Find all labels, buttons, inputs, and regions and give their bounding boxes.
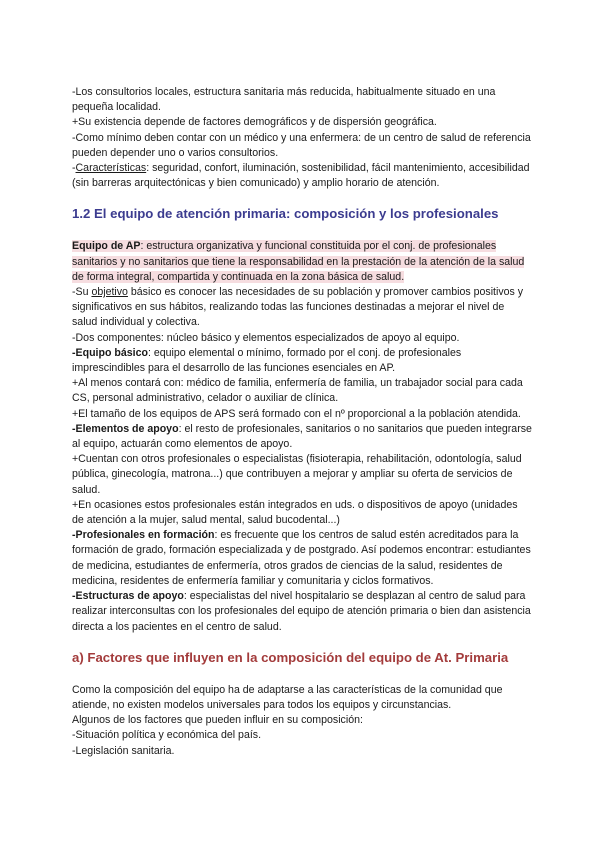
basic-team-bullet-1: +Al menos contará con: médico de familia, enfermería de familia, un trabajador social para cada CS, personal administrativo, celador o auxiliar de clínica. (72, 377, 523, 405)
support-elements-text: : el resto de profesionales, sanitarios o no sanitarios que pueden integrarse al equipo, actuarán como elementos de apoyo. (72, 422, 532, 451)
consultorios-existence-bullet: +Su existencia depende de factores demográficos y de dispersión geográfica. (72, 116, 437, 129)
objective-prefix: -Su (72, 286, 92, 299)
document-page (72, 85, 532, 759)
objective-term: objetivo (91, 286, 128, 299)
factors-intro-paragraph: Como la composición del equipo ha de adaptarse a las características de la comunidad que atiende, no existen modelos universales para todos los equipos y circunstancias. (72, 683, 503, 711)
equipo-ap-term: Equipo de AP (72, 240, 141, 253)
equipo-ap-highlight (72, 240, 524, 282)
section-heading-equipo: 1.2 El equipo de atención primaria: composición y los profesionales (72, 206, 499, 222)
basic-team-paragraph (72, 346, 532, 376)
consultorios-paragraph: -Los consultorios locales, estructura sanitaria más reducida, habitualmente situado en una pequeña localidad. (72, 86, 496, 114)
basic-team-text: : equipo elemental o mínimo, formado por el conj. de profesionales imprescindibles para el desarrollo de las funciones esenciales en AP. (72, 346, 462, 375)
support-structures-paragraph (72, 589, 532, 635)
objective-text: básico es conocer las necesidades de su población y promover cambios positivos y significativos en sus hábitos, realizando todas las funciones destinadas a mejorar el nivel de salud individual y colectiva. (72, 286, 524, 329)
consultorios-characteristics-paragraph (72, 161, 532, 191)
support-structures-term: -Estructuras de apoyo (72, 590, 184, 603)
components-paragraph: -Dos componentes: núcleo básico y elementos especializados de apoyo al equipo. (72, 331, 460, 344)
support-elements-bullet-1: +Cuentan con otros profesionales o especialistas (fisioterapia, rehabilitación, odontología, salud pública, ginecología, matrona...) que contribuyen a mejorar y ampliar su oferta de servicios de salud. (72, 453, 522, 496)
training-professionals-term: -Profesionales en formación (72, 529, 215, 542)
training-professionals-paragraph (72, 528, 532, 589)
factor-item-legislation: -Legislación sanitaria. (72, 744, 175, 757)
factor-item-politics: -Situación política y económica del país. (72, 729, 262, 742)
equipo-ap-text: : estructura organizativa y funcional constituida por el conj. de profesionales sanitarios y no sanitarios que tiene la responsabilidad en la prestación de la atención de la salud de forma integral, compartida y continuada en la zona básica de salud. (72, 240, 525, 283)
support-elements-bullet-2: +En ocasiones estos profesionales están integrados en uds. o dispositivos de apoyo (unidades de atención a la mujer, salud mental, salud bucodental...) (72, 498, 518, 527)
characteristics-prefix: - (72, 162, 76, 175)
objective-paragraph (72, 285, 532, 331)
factors-lead-paragraph: Algunos de los factores que pueden influir en su composición: (72, 714, 363, 727)
basic-team-term: -Equipo básico (72, 346, 148, 359)
section-heading-factors: a) Factores que influyen en la composición del equipo de At. Primaria (72, 649, 509, 665)
support-elements-paragraph (72, 422, 532, 452)
basic-team-bullet-2: +El tamaño de los equipos de APS será formado con el nº proporcional a la población atendida. (72, 407, 521, 420)
support-elements-term: -Elementos de apoyo (72, 422, 179, 435)
equipo-ap-definition (72, 239, 532, 285)
characteristics-term: Características (75, 162, 147, 175)
training-professionals-text: : es frecuente que los centros de salud estén acreditados para la formación de grado, formación especializada y de postgrado. Así podemos encontrar: estudiantes de medicina, estudiantes de enfermería, otros grados de ciencias de la salud, residentes de medicina, residentes de enfermería familiar y comunitaria y ciclos formativos. (72, 529, 531, 587)
consultorios-minimum-paragraph: -Como mínimo deben contar con un médico y una enfermera: de un centro de salud de referencia pueden depender uno o varios consultorios. (72, 131, 531, 159)
characteristics-text: : seguridad, confort, iluminación, sostenibilidad, fácil mantenimiento, accesibilidad (sin barreras arquitectónicas y bien comunicado) y amplio horario de atención. (72, 162, 530, 190)
support-structures-text: : especialistas del nivel hospitalario se desplazan al centro de salud para realizar interconsultas con los profesionales del equipo de atención primaria o bien dan asistencia directa a los pacientes en el centro de salud. (72, 590, 531, 633)
